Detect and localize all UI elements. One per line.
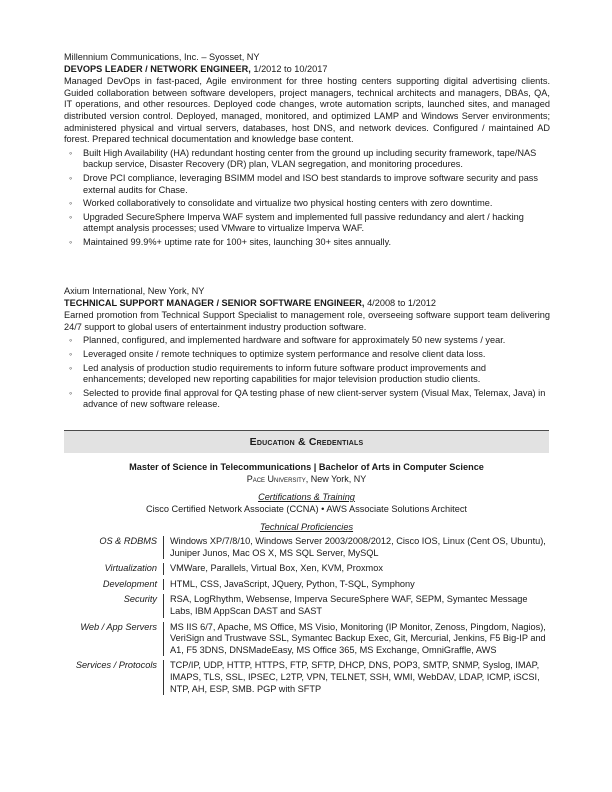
proficiency-value: MS IIS 6/7, Apache, MS Office, MS Visio, Monitoring (IP Monitor, Zenoss, Pingdom, Nagios), VeriSign and Trustwave SSL, Symantec Backup Exec, Git, Mercurial, Jenkins, F5 Big-IP and A1, F5 3DNS, DNSMadeEasy, MS Office 365, MS Exchange, OmniGraffle, AWS (163, 622, 550, 657)
school-line (64, 473, 549, 485)
proficiency-label: Security (123, 594, 157, 605)
achievement-item (64, 212, 550, 235)
company-name: Millennium Communications, Inc. – Syosset, NY (64, 52, 260, 62)
proficiency-row (64, 660, 550, 695)
achievement-text: Planned, configured, and implemented hardware and software for approximately 50 new systems / year. (83, 335, 506, 346)
achievement-text: Worked collaboratively to consolidate and virtualize two physical hosting centers with zero downtime. (83, 198, 493, 209)
proficiencies-heading: Technical Proficiencies (259, 522, 354, 532)
certifications-list: Cisco Certified Network Associate (CCNA) • AWS Associate Solutions Architect (146, 504, 467, 514)
job-summary: Managed DevOps in fast-paced, Agile environment for three hosting centers supporting digital advertising clients. Guided collaboration between software developers, project managers, technical architects and managers, DBAs, QA, IT operations, and other resources. Deployed code changes, wrote automation scripts, launched sites, and managed distributed version control. Deployed, managed, monitored, and optimized LAMP and Windows Server environments; administered physical and virtual servers, databases, host DNS, and network devices. Configured / maintained AD forest. Prepared technical documentation and knowledge base content. (64, 76, 550, 145)
certifications-heading: Certifications & Training (258, 492, 355, 502)
proficiency-label: Services / Protocols (75, 660, 157, 671)
bullet-icon: ◦ (69, 211, 73, 222)
proficiency-row (64, 563, 550, 575)
achievement-item (64, 363, 550, 386)
achievement-text: Leveraged onsite / remote techniques to optimize system performance and resolve client data loss. (83, 348, 486, 359)
bullet-icon: ◦ (69, 387, 73, 398)
education-section-header (64, 430, 549, 453)
degrees: Master of Science in Telecommunications | Bachelor of Arts in Computer Science (129, 462, 484, 472)
achievement-item (64, 198, 550, 210)
bullet-icon: ◦ (69, 172, 73, 183)
company-name: Axium International, New York, NY (64, 286, 205, 296)
achievement-item (64, 388, 550, 411)
bullet-icon: ◦ (69, 362, 73, 373)
section-title: Education & Credentials (249, 436, 364, 448)
job-dates: 1/2012 to 10/2017 (253, 63, 328, 74)
proficiency-label: Virtualization (104, 563, 157, 574)
achievement-item (64, 349, 550, 361)
bullet-icon: ◦ (69, 348, 73, 359)
achievement-list (64, 335, 550, 411)
bullet-icon: ◦ (69, 335, 73, 346)
achievement-text: Drove PCI compliance, leveraging BSIMM model and ISO best standards to improve software security and pass external audits for Chase. (83, 172, 538, 195)
education-block (64, 461, 549, 485)
proficiency-row (64, 579, 550, 591)
job-dates: 4/2008 to 1/2012 (367, 297, 437, 308)
job-title-line (64, 298, 550, 310)
proficiency-value: VMWare, Parallels, Virtual Box, Xen, KVM, Proxmox (163, 563, 550, 575)
achievement-text: Led analysis of production studio requirements to inform future software product improvements and enhancements; developed new reporting capabilities for major television production studio clients. (83, 362, 486, 385)
job-title-line (64, 64, 550, 76)
job-title: DEVOPS LEADER / NETWORK ENGINEER, (64, 63, 251, 74)
job-entry (64, 286, 550, 413)
proficiency-row (64, 622, 550, 657)
proficiency-row (64, 536, 550, 559)
achievement-text: Built High Availability (HA) redundant hosting center from the ground up including security framework, tape/NAS backup service, Disaster Recovery (DR) plan, VLAN segregation, and monitoring procedures. (83, 147, 537, 170)
achievement-item (64, 237, 550, 249)
job-entry (64, 52, 550, 251)
bullet-icon: ◦ (69, 198, 73, 209)
proficiency-value: TCP/IP, UDP, HTTP, HTTPS, FTP, SFTP, DHCP, DNS, POP3, SMTP, SNMP, Syslog, IMAP, IMAPS, TLS, SSL, IPSEC, L2TP, VPN, TELNET, SSH, WMI, WebDAV, LDAP, ICMP, iSCSI, NTP, AH, ESP, SMB. PGP with SFTP (163, 660, 550, 695)
achievement-item (64, 148, 550, 171)
school-location: , New York, NY (305, 474, 367, 484)
achievement-text: Upgraded SecureSphere Imperva WAF system and implemented full passive redundancy and alert / hacking attempt analysis processes; used VMware to virtualize Imperva WAF. (83, 211, 524, 234)
proficiencies-table (64, 536, 550, 699)
school-name: Pace University (246, 474, 306, 484)
achievement-item (64, 335, 550, 347)
proficiency-label: Development (102, 578, 157, 589)
proficiency-label: OS & RDBMS (99, 536, 157, 546)
proficiency-value: RSA, LogRhythm, Websense, Imperva SecureSphere WAF, SEPM, Symantec Message Labs, IBM AppScan DAST and SAST (163, 594, 550, 617)
proficiency-value: Windows XP/7/8/10, Windows Server 2003/2008/2012, Cisco IOS, Linux (Cent OS, Ubuntu), Juniper Junos, Mac OS X, MS SQL Server, MySQL (163, 536, 550, 559)
bullet-icon: ◦ (69, 147, 73, 158)
proficiencies-heading-block (64, 521, 549, 533)
job-summary: Earned promotion from Technical Support Specialist to management role, overseeing software support team delivering 24/7 support to global users of entertainment industry production software. (64, 310, 550, 332)
bullet-icon: ◦ (69, 236, 73, 247)
achievement-item (64, 173, 550, 196)
achievement-text: Maintained 99.9%+ uptime rate for 100+ sites, launching 30+ sites annually. (83, 236, 392, 247)
certifications-block (64, 491, 549, 515)
proficiency-value: HTML, CSS, JavaScript, JQuery, Python, T-SQL, Symphony (163, 579, 550, 591)
job-title: TECHNICAL SUPPORT MANAGER / SENIOR SOFTWARE ENGINEER, (64, 297, 365, 308)
achievement-text: Selected to provide final approval for QA testing phase of new client-server system (Visual Max, Telemax, Java) in advance of new software release. (83, 387, 546, 410)
proficiency-row (64, 594, 550, 617)
proficiency-label: Web / App Servers (80, 621, 157, 632)
achievement-list (64, 148, 550, 249)
